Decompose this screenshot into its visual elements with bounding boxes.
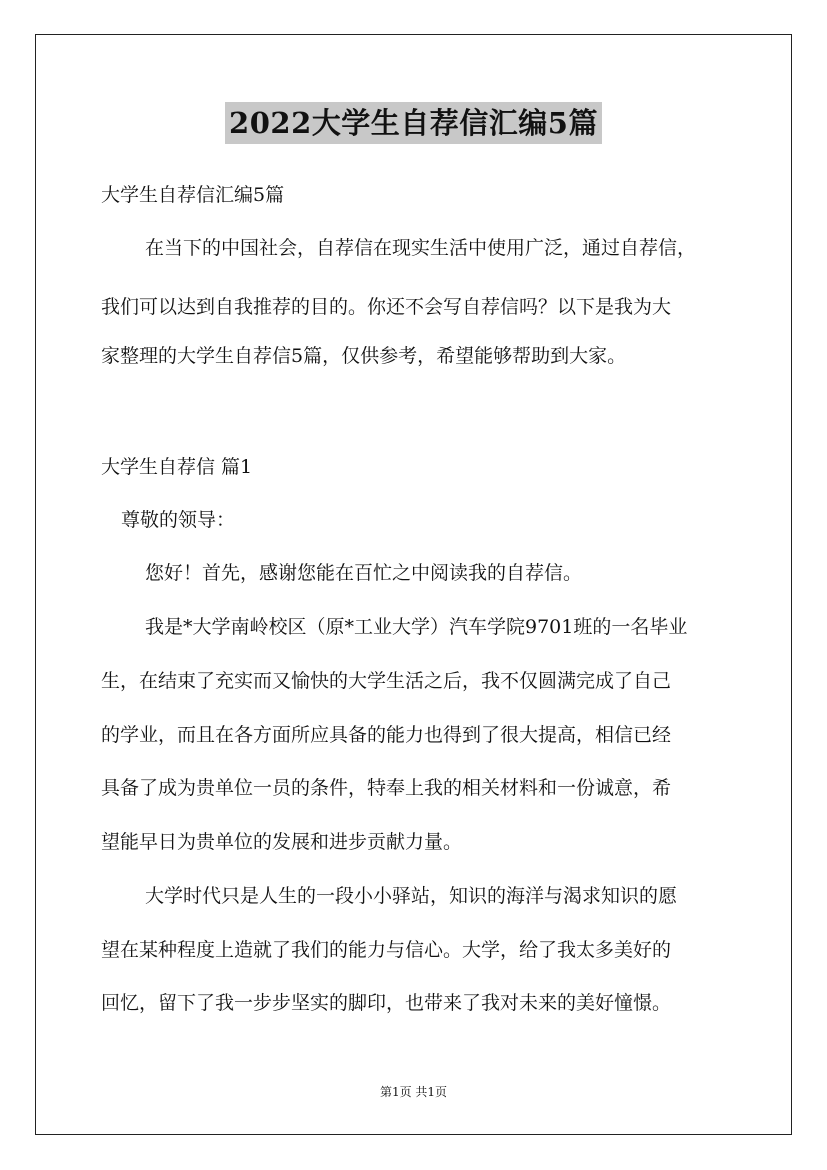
paragraph-line: 我是*大学南岭校区（原*工业大学）汽车学院9701班的一名毕业 (145, 616, 688, 638)
paragraph-line: 回忆，留下了我一步步坚实的脚印，也带来了我对未来的美好憧憬。 (101, 992, 672, 1014)
intro-line: 家整理的大学生自荐信5篇，仅供参考，希望能够帮助到大家。 (101, 345, 627, 367)
intro-line: 在当下的中国社会，自荐信在现实生活中使用广泛，通过自荐信， (145, 237, 697, 259)
salutation: 尊敬的领导： (121, 509, 236, 531)
paragraph-line: 具备了成为贵单位一员的条件，特奉上我的相关材料和一份诚意，希 (101, 777, 672, 799)
paragraph-line: 的学业，而且在各方面所应具备的能力也得到了很大提高，相信已经 (101, 724, 672, 746)
page-footer: 第1页 共1页 (379, 1085, 448, 1099)
paragraph-line: 望在某种程度上造就了我们的能力与信心。大学，给了我太多美好的 (101, 939, 672, 961)
document-title: 2022大学生自荐信汇编5篇 (225, 102, 602, 144)
paragraph-line: 望能早日为贵单位的发展和进步贡献力量。 (101, 831, 463, 853)
title-container (0, 102, 827, 144)
greeting: 您好！首先，感谢您能在百忙之中阅读我的自荐信。 (145, 562, 583, 584)
paragraph-line: 生，在结束了充实而又愉快的大学生活之后，我不仅圆满完成了自己 (101, 670, 672, 692)
section-heading: 大学生自荐信 篇1 (101, 456, 253, 478)
paragraph-line: 大学时代只是人生的一段小小驿站，知识的海洋与渴求知识的愿 (145, 885, 678, 907)
intro-line: 我们可以达到自我推荐的目的。你还不会写自荐信吗？以下是我为大 (101, 296, 672, 318)
document-subtitle: 大学生自荐信汇编5篇 (101, 184, 285, 206)
